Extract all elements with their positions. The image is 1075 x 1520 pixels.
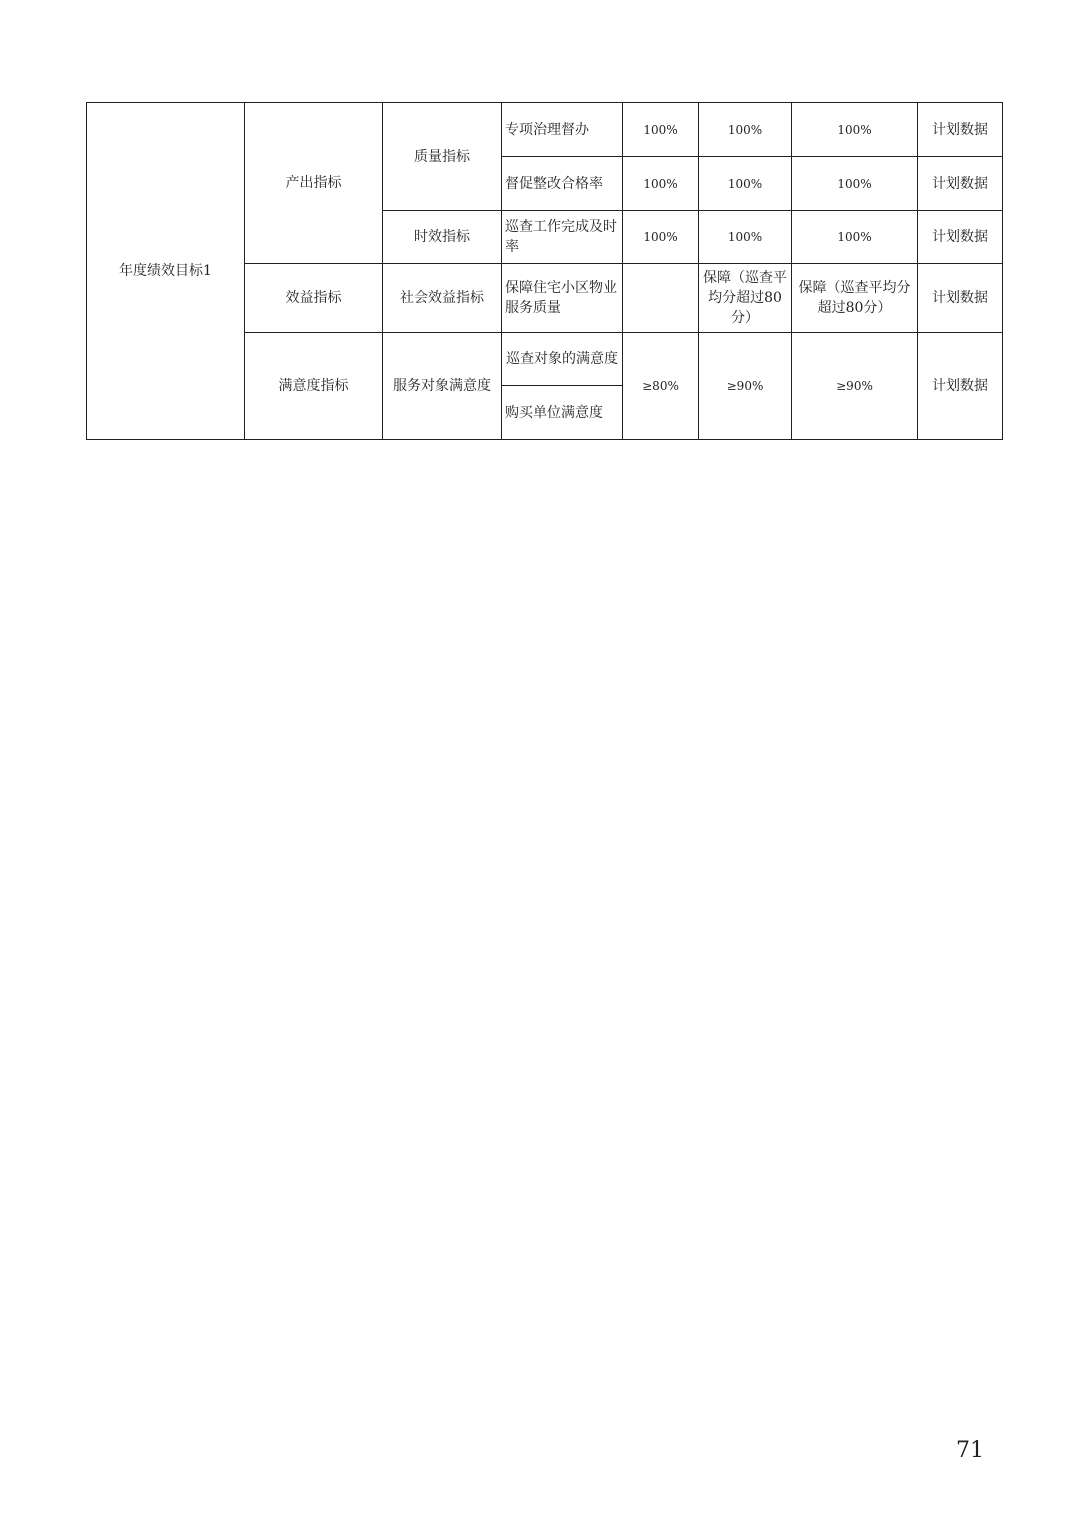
value-cell: 保障（巡查平均分超过80分）: [699, 264, 792, 333]
table-row: [87, 103, 1003, 157]
value-cell: ≥80%: [623, 333, 699, 440]
indicator-name-cell: 督促整改合格率: [502, 157, 623, 211]
indicator-name-cell: 专项治理督办: [502, 103, 623, 157]
value-cell: 100%: [792, 103, 918, 157]
indicator-name-cell: 巡查工作完成及时率: [502, 211, 623, 264]
value-cell: 100%: [699, 157, 792, 211]
indicator-name-cell: 巡查对象的满意度: [502, 333, 623, 386]
value-cell: 保障（巡查平均分超过80分）: [792, 264, 918, 333]
performance-goal-table: [86, 102, 1003, 440]
annual-goal-cell: 年度绩效目标1: [87, 103, 245, 440]
level1-indicator-cell: 产出指标: [245, 103, 383, 264]
value-cell: ≥90%: [699, 333, 792, 440]
value-cell: 100%: [623, 211, 699, 264]
value-cell: [623, 264, 699, 333]
data-source-cell: 计划数据: [918, 264, 1003, 333]
level2-indicator-cell: 时效指标: [383, 211, 502, 264]
value-cell: 100%: [699, 211, 792, 264]
value-cell: 100%: [792, 211, 918, 264]
value-cell: 100%: [623, 103, 699, 157]
value-cell: 100%: [792, 157, 918, 211]
data-source-cell: 计划数据: [918, 157, 1003, 211]
level2-indicator-cell: 社会效益指标: [383, 264, 502, 333]
value-cell: 100%: [623, 157, 699, 211]
level1-indicator-cell: 满意度指标: [245, 333, 383, 440]
data-source-cell: 计划数据: [918, 333, 1003, 440]
indicator-name-cell: 保障住宅小区物业服务质量: [502, 264, 623, 333]
value-cell: 100%: [699, 103, 792, 157]
data-source-cell: 计划数据: [918, 211, 1003, 264]
indicator-name-cell: 购买单位满意度: [502, 386, 623, 440]
value-cell: ≥90%: [792, 333, 918, 440]
data-source-cell: 计划数据: [918, 103, 1003, 157]
level2-indicator-cell: 质量指标: [383, 103, 502, 211]
level2-indicator-cell: 服务对象满意度: [383, 333, 502, 440]
level1-indicator-cell: 效益指标: [245, 264, 383, 333]
page-number: 71: [956, 1438, 984, 1463]
